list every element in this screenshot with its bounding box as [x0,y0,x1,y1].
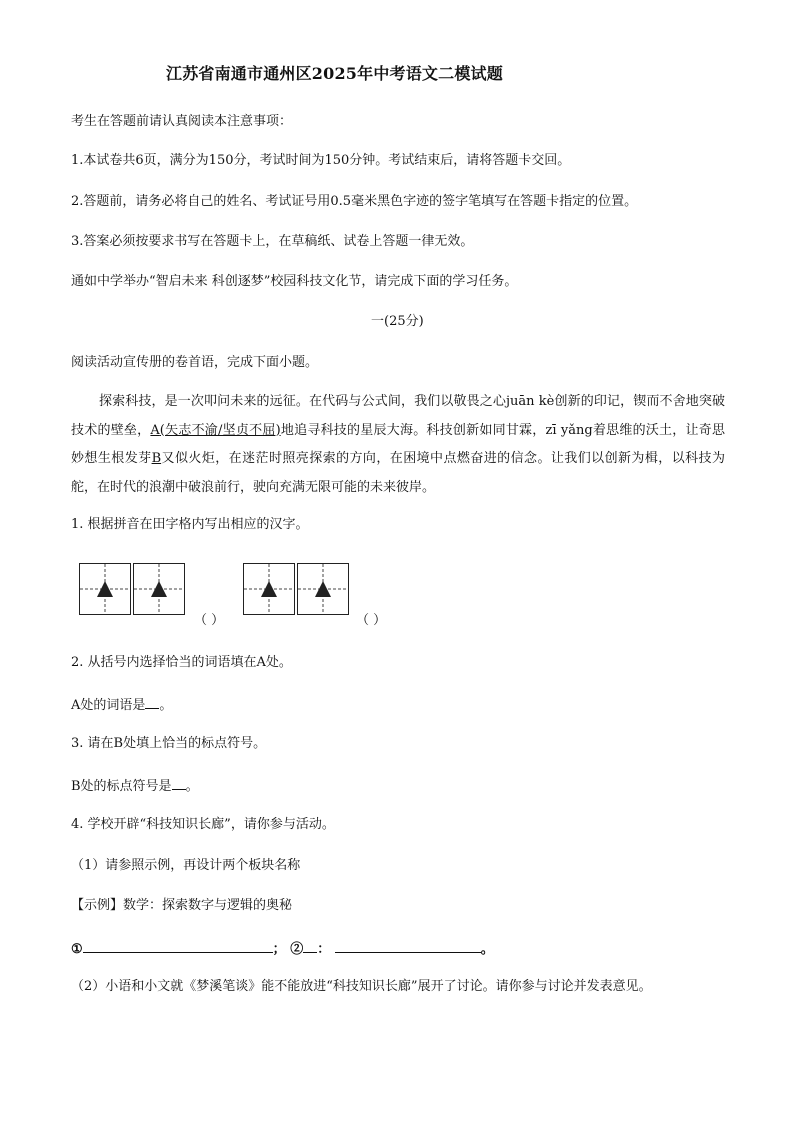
grid-lines [134,564,186,616]
grid-lines [244,564,296,616]
tianzige-box[interactable] [133,563,185,615]
example-line: 【示例】数学：探索数字与逻辑的奥秘 [71,898,293,913]
passage-part-1: 探索科技，是一次叩问未来的远征。在代码与公式间，我们以敬畏之心juān kè创新的印记，锲而不舍地突破技术的壁垒， [71,394,725,438]
blank-1-marker: ① [71,942,83,957]
blank-2-title-field[interactable] [303,940,317,953]
blank-1-field[interactable] [83,940,273,953]
blank-2-marker: ② [290,942,304,957]
q2-end: 。 [159,698,173,713]
tianzige-box[interactable] [243,563,295,615]
separator: ； [272,942,286,957]
q3-answer-label: B处的标点符号是 [71,779,172,794]
question-4: 4. 学校开辟“科技知识长廊”，请你参与活动。 [71,817,335,832]
pinyin-paren-2: （ ） [356,613,387,628]
blanks-line [71,940,494,958]
blanks-end: 。 [480,942,494,957]
notice-item-1: 1.本试卷共6页，满分为150分，考试时间为150分钟。考试结束后，请将答题卡交回。 [71,153,571,168]
tianzige-box[interactable] [79,563,131,615]
passage-paragraph [71,388,725,502]
notice-item-2: 2.答题前，请务必将自己的姓名、考试证号用0.5毫米黑色字迹的签字笔填写在答题卡指定的位置。 [71,194,638,209]
marker-b: B [151,451,162,466]
notice-item-3: 3.答案必须按要求书写在答题卡上，在草稿纸、试卷上答题一律无效。 [71,234,474,249]
q2-answer-line [71,696,172,714]
q3-answer-blank[interactable] [172,777,186,790]
colon: ： [317,942,331,957]
notice-heading: 考生在答题前请认真阅读本注意事项： [71,114,293,129]
question-4-2: （2）小语和小文就《梦溪笔谈》能不能放进“科技知识长廊”展开了讨论。请你参与讨论并发表意见。 [71,979,652,994]
question-4-1: （1）请参照示例，再设计两个板块名称 [71,858,301,873]
grid-lines [298,564,350,616]
question-3: 3. 请在B处填上恰当的标点符号。 [71,736,267,751]
question-1: 1. 根据拼音在田字格内写出相应的汉字。 [71,517,309,532]
tianzige-box[interactable] [297,563,349,615]
q3-end: 。 [185,779,199,794]
page-title: 江苏省南通市通州区2025年中考语文二模试题 [166,64,503,83]
q3-answer-line [71,777,199,795]
reading-prompt: 阅读活动宣传册的卷首语，完成下面小题。 [71,355,319,370]
section-heading: 一(25分) [371,314,424,329]
marker-a: A [150,422,160,438]
q2-answer-label: A处的词语是 [71,698,146,713]
q2-answer-blank[interactable] [145,696,159,709]
pinyin-paren-1: （ ） [194,613,225,628]
passage-part-3: 又似火炬，在迷茫时照亮探索的方向，在困境中点燃奋进的信念。让我们以创新为楫，以科技为舵，在时代的浪潮中破浪前行，驶向充满无限可能的未来彼岸。 [71,451,725,495]
intro-text: 通如中学举办“智启未来 科创逐梦”校园科技文化节，请完成下面的学习任务。 [71,274,518,289]
blank-2-desc-field[interactable] [335,940,481,953]
question-2: 2. 从括号内选择恰当的词语填在A处。 [71,655,292,670]
a-options: (矢志不渝/坚贞不屈) [159,422,281,438]
grid-lines [80,564,132,616]
passage-part-2: 地追寻科技的星辰大海。科技创新如同甘霖，zī yǎng着思维的沃土，让奇思妙想生根发芽 [71,422,725,466]
